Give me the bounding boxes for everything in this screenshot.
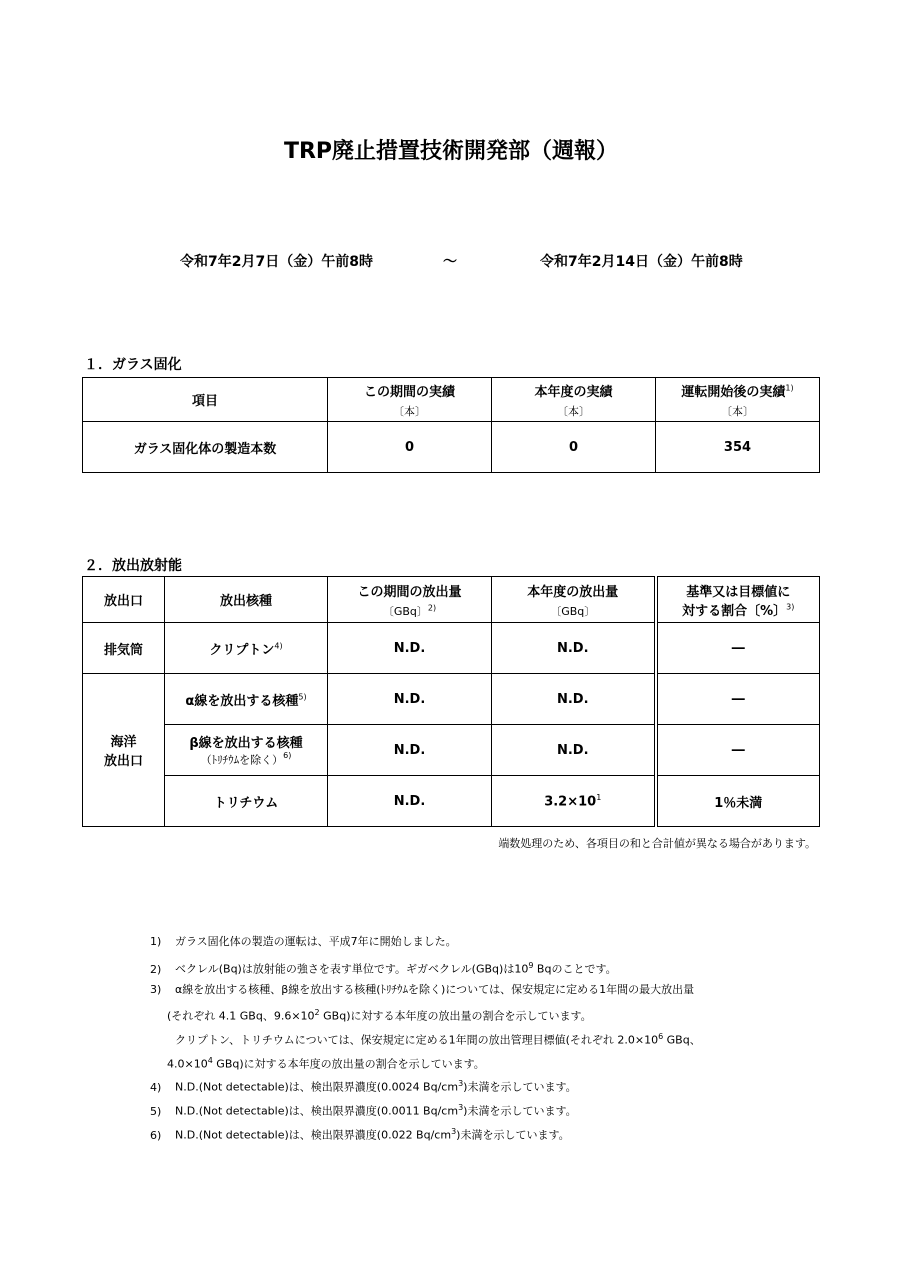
tritium-ratio: 1％未満 — [656, 776, 820, 827]
alpha-period: N.D. — [328, 674, 492, 725]
nuclide-alpha: α線を放出する核種$^{5)}$ — [165, 674, 328, 725]
vitrification-table — [82, 377, 820, 473]
footnote-3: 3) α線を放出する核種、β線を放出する核種(ﾄﾘﾁｳﾑを除く)については、保安規定に定める1年間の最大放出量 — [150, 983, 695, 996]
row-label: ガラス固化体の製造本数 — [83, 422, 328, 473]
header-total-result: 運転開始後の実績$^{1)}$ 〔本〕 — [656, 378, 820, 422]
footnote-3-line2: (それぞれ 4.1 GBq、$9.6\times 10^2$ GBq)に対する本年度の放出量の割合を示しています。 — [167, 1008, 592, 1023]
footnote-6: 6) N.D.(Not detectable)は、検出限界濃度(0.022 $Bq/cm^3$)未満を示しています。 — [150, 1127, 570, 1142]
beta-period: N.D. — [328, 725, 492, 776]
header-nuclide: 放出核種 — [165, 577, 328, 623]
footnote-4: 4) N.D.(Not detectable)は、検出限界濃度(0.0024 $Bq/cm^3$)未満を示しています。 — [150, 1079, 577, 1094]
header-period-result: この期間の実績 〔本〕 — [328, 378, 492, 422]
cell-period: 0 — [328, 422, 492, 473]
cell-year: 0 — [492, 422, 656, 473]
krypton-year: N.D. — [492, 623, 656, 674]
beta-ratio: ― — [656, 725, 820, 776]
period-to: 令和7年2月14日（金）午前8時 — [540, 254, 743, 270]
header-period-release: この期間の放出量 〔GBq〕$^{2)}$ — [328, 577, 492, 623]
outlet-ocean: 海洋 放出口 — [83, 674, 165, 827]
cell-total: 354 — [656, 422, 820, 473]
krypton-period: N.D. — [328, 623, 492, 674]
period-separator: ～ — [443, 254, 457, 270]
nuclide-tritium: トリチウム — [165, 776, 328, 827]
tritium-year: $3.2\times 10^1$ — [492, 776, 656, 827]
nuclide-beta: β線を放出する核種 （ﾄﾘﾁｳﾑを除く）$^{6)}$ — [165, 725, 328, 776]
footnote-3-line4: $4.0\times 10^4$ GBq)に対する本年度の放出量の割合を示しています。 — [167, 1056, 485, 1071]
section2-heading: ２．放出放射能 — [84, 558, 182, 574]
header-year-result: 本年度の実績 〔本〕 — [492, 378, 656, 422]
footnote-1: 1) ガラス固化体の製造の運転は、平成7年に開始しました。 — [150, 935, 457, 948]
alpha-ratio: ― — [656, 674, 820, 725]
krypton-ratio: ― — [656, 623, 820, 674]
header-ratio: 基準又は目標値に 対する割合〔%〕$^{3)}$ — [656, 577, 820, 623]
section1-heading: １．ガラス固化 — [84, 357, 182, 373]
nuclide-krypton: クリプトン$^{4)}$ — [165, 623, 328, 674]
tritium-period: N.D. — [328, 776, 492, 827]
footnote-3-line3: クリプトン、トリチウムについては、保安規定に定める1年間の放出管理目標値(それぞれ $2.0\times 10^6$ GBq、 — [175, 1032, 701, 1047]
radioactivity-table — [82, 576, 820, 827]
outlet-stack: 排気筒 — [83, 623, 165, 674]
footnote-5: 5) N.D.(Not detectable)は、検出限界濃度(0.0011 $Bq/cm^3$)未満を示しています。 — [150, 1103, 577, 1118]
beta-year: N.D. — [492, 725, 656, 776]
header-item: 項目 — [83, 378, 328, 422]
period-from: 令和7年2月7日（金）午前8時 — [180, 254, 373, 270]
header-year-release: 本年度の放出量 〔GBq〕 — [492, 577, 656, 623]
header-outlet: 放出口 — [83, 577, 165, 623]
page-title: TRP廃止措置技術開発部（週報） — [283, 139, 619, 164]
rounding-note: 端数処理のため、各項目の和と合計値が異なる場合があります。 — [498, 837, 816, 850]
alpha-year: N.D. — [492, 674, 656, 725]
footnote-2: 2) ベクレル(Bq)は放射能の強さを表す単位です。ギガベクレル(GBq)は$10^9$ Bqのことです。 — [150, 961, 617, 976]
